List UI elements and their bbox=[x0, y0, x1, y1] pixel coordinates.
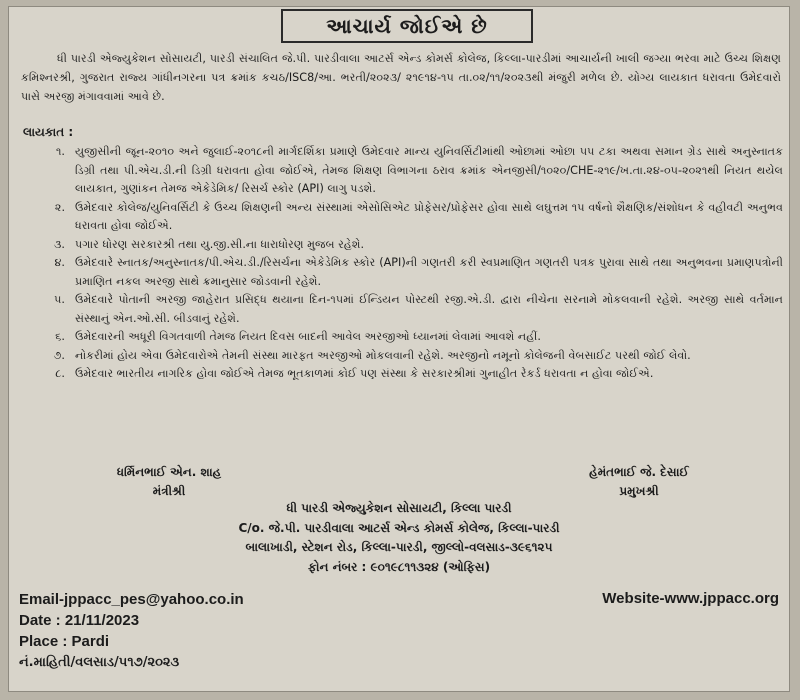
signatory-role: પ્રમુખશ્રી bbox=[619, 484, 659, 498]
place-text: Place : Pardi bbox=[19, 633, 110, 650]
organization-address bbox=[159, 499, 639, 577]
qualification-item bbox=[45, 236, 783, 255]
item-number: ૪. bbox=[54, 256, 65, 269]
newspaper-advertisement bbox=[8, 6, 790, 692]
item-text: ઉમેદવાર કોલેજ/યુનિવર્સિટી કે ઉચ્ચ શિક્ષણની અન્ય સંસ્થામાં એસોસિએટ પ્રોફેસર/પ્રોફેસર હોવા સાથે લઘુત્તમ ૧૫ વર્ષનો શૈક્ષણિક/સંશોધન કે વહીવટી અનુભવ ધરાવતા હોવા જોઈએ. bbox=[75, 200, 783, 232]
item-text: ઉમેદવારે પોતાની અરજી જાહેરાત પ્રસિદ્ધ થયાના દિન-૧૫માં ઈન્ડિયન પોસ્ટથી રજી.એ.ડી. દ્વારા નીચેના સરનામે મોકલવાની રહેશે. અરજી સાથે વર્તમાન સંસ્થાનું એન.ઓ.સી. બીડવાનું રહેશે. bbox=[75, 293, 783, 325]
item-number: ૫. bbox=[54, 293, 65, 306]
date-text: Date : 21/11/2023 bbox=[19, 612, 140, 629]
website-text: Website-www.jppacc.org bbox=[602, 590, 779, 607]
item-text: યુજીસીની જૂન-૨૦૧૦ અને જુલાઈ-૨૦૧૮ની માર્ગદર્શિકા પ્રમાણે ઉમેદવાર માન્ય યુનિવર્સિટીમાંથી ઓછામાં ઓછા ૫૫ ટકા અથવા સમાન ગ્રેડ સાથે અનુસ્નાતક ડિગ્રી તથા પી.એચ.ડી.ની ડિગ્રી ધરાવતા હોવા જોઈએ, તેમજ શિક્ષણ વિભાગના ઠરાવ ક્રમાંક એનજીસી/૧૦૨૦/CHE-૨૧૯/ખ.તા.૨૪-૦૫-૨૦૨૧થી નિયત થયેલ લાયકાત, ગુણાંકન તેમજ એકેડેમિક/ રિસર્ચ સ્કોર (API) લાગુ પડશે. bbox=[75, 145, 783, 195]
signatory-name: ધર્મિનભાઈ એન. શાહ bbox=[116, 465, 222, 479]
qualification-item bbox=[45, 291, 783, 328]
item-text: ઉમેદવારની અધૂરી વિગતવાળી તેમજ નિયત દિવસ બાદની આવેલ અરજીઓ ધ્યાનમાં લેવામાં આવશે નહીં. bbox=[75, 330, 541, 343]
qualification-item bbox=[45, 328, 783, 347]
ad-title: આચાર્ય જોઈએ છે bbox=[326, 14, 488, 38]
info-reference: નં.માહિતી/વલસાડ/૫૧૭/૨૦૨૩ bbox=[19, 655, 180, 670]
signatory-president bbox=[539, 463, 739, 501]
item-text: નોકરીમાં હોય એવા ઉમેદવારોએ તેમની સંસ્થા મારફત અરજીઓ મોકલવાની રહેશે. અરજીનો નમૂનો કોલેજની વેબસાઈટ પરથી જોઈ લેવો. bbox=[75, 348, 691, 362]
org-name: ધી પારડી એજ્યુકેશન સોસાયટી, કિલ્લા પારડી bbox=[286, 501, 512, 515]
item-number: ૧. bbox=[55, 145, 65, 158]
signatory-name: હેમંતભાઈ જે. દેસાઈ bbox=[589, 465, 689, 479]
address-line: બાલાખાડી, સ્ટેશન રોડ, કિલ્લા-પારડી, જીલ્લો-વલસાડ-૩૯૬૧૨૫ bbox=[245, 540, 553, 554]
item-text: પગાર ધોરણ સરકારશ્રી તથા યુ.જી.સી.ના ધારાધોરણ મુજબ રહેશે. bbox=[75, 237, 365, 251]
item-number: ૩. bbox=[53, 237, 65, 251]
signatory-role: મંત્રીશ્રી bbox=[152, 484, 186, 498]
email-text: Email-jppacc_pes@yahoo.co.in bbox=[19, 591, 244, 608]
qualification-item bbox=[45, 365, 783, 384]
qualifications-list bbox=[45, 143, 783, 384]
qualification-item bbox=[45, 199, 783, 236]
footer-contact bbox=[19, 589, 244, 673]
intro-paragraph: ધી પારડી એજ્યુકેશન સોસાયટી, પારડી સંચાલિત જે.પી. પારડીવાલા આટર્સ એન્ડ કોમર્સ કોલેજ, કિલ્લા-પારડીમાં આચાર્યની ખાલી જગ્યા ભરવા માટે ઉચ્ચ શિક્ષણ કમિશ્નરશ્રી, ગુજરાત રાજ્ય ગાંધીનગરના પત્ર ક્રમાંક કચઠ/ISC8/આ. ભરતી/૨૦૨૩/ ૨૧૯૧૪-૧૫ તા.૦૨/૧૧/૨૦૨૩થી મંજુરી મળેલ છે. યોગ્ય લાયકાત ધરાવતા ઉમેદવારો પાસે અરજી મંગાવવામાં આવે છે. bbox=[21, 52, 781, 103]
college-name: C/o. જે.પી. પારડીવાલા આટર્સ એન્ડ કોમર્સ કોલેજ, કિલ્લા-પારડી bbox=[238, 520, 560, 535]
qualification-item bbox=[45, 254, 783, 291]
phone-line: ફોન નંબર : ૯૦૧૯૮૧૧૩૨૪ (ઓફિસ) bbox=[307, 559, 491, 574]
item-text: ઉમેદવાર ભારતીય નાગરિક હોવા જોઈએ તેમજ ભૂતકાળમાં કોઈ પણ સંસ્થા કે સરકારશ્રીમાં ગુનાહીત રેકર્ડ ધરાવતા ન હોવા જોઈએ. bbox=[75, 367, 654, 380]
item-text: ઉમેદવારે સ્નાતક/અનુસ્નાતક/પી.એચ.ડી./રિસર્ચના એકેડેમિક સ્કોર (API)ની ગણતરી કરી સ્વપ્રમાણિત ગણતરી પત્રક પુરાવા સાથે તથા અનુભવના પ્રમાણપત્રોની પ્રમાણિત નકલ અરજી સાથે ક્રમાનુસાર જોડવાની રહેશે. bbox=[75, 256, 783, 288]
qualifications-heading: લાયકાત : bbox=[23, 125, 74, 139]
ad-title-box bbox=[281, 9, 533, 43]
item-number: ૮. bbox=[55, 367, 65, 380]
item-number: ૬. bbox=[55, 330, 65, 343]
item-number: ૨. bbox=[54, 200, 65, 214]
qualification-item bbox=[45, 143, 783, 199]
item-number: ૭. bbox=[53, 348, 65, 362]
signatory-secretary bbox=[69, 463, 269, 501]
qualification-item bbox=[45, 347, 783, 366]
